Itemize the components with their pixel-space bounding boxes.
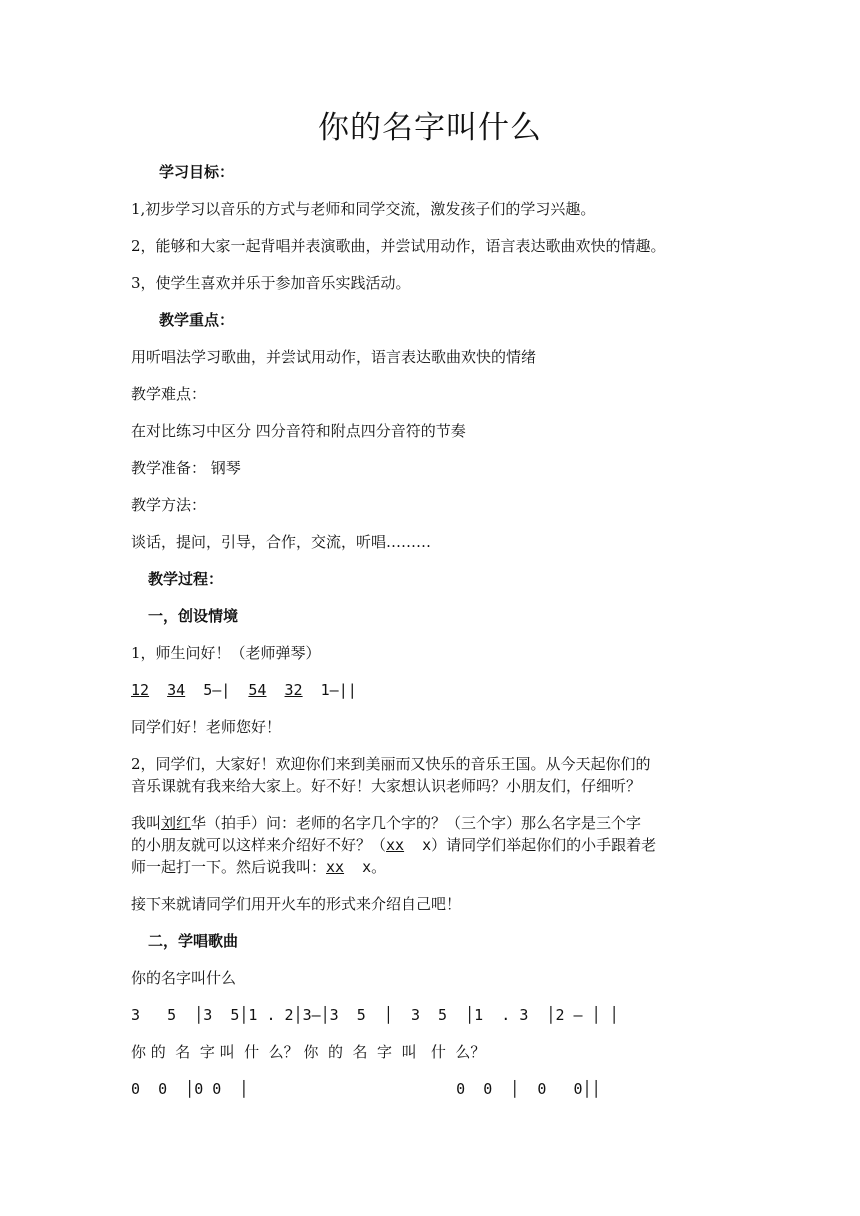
greeting-line: 1，师生问好！（老师弹琴）: [131, 644, 321, 662]
goal-3: 3，使学生喜欢并乐于参加音乐实践活动。: [131, 274, 411, 292]
difficulty-text: 在对比练习中区分 四分音符和附点四分音符的节奏: [131, 422, 466, 440]
prep-text: 教学准备： 钢琴: [131, 459, 241, 477]
key-text: 用听唱法学习歌曲，并尝试用动作，语言表达歌曲欢快的情绪: [131, 348, 537, 366]
song-title: 你的名字叫什么: [131, 969, 237, 987]
method-heading: 教学方法：: [131, 496, 207, 514]
section2-heading: 二，学唱歌曲: [148, 932, 239, 950]
goals-heading: 学习目标：: [159, 163, 235, 181]
difficulty-heading: 教学难点：: [131, 385, 207, 403]
name-para-line-1: 我叫刘红华（拍手）问：老师的名字几个字的？（三个字）那么名字是三个字: [131, 814, 642, 832]
process-heading: 教学过程：: [148, 570, 224, 588]
page-title: 你的名字叫什么: [318, 110, 542, 146]
note-group: 12: [131, 681, 150, 699]
name-para-line-3: 师一起打一下。然后说我叫：xx x。: [131, 858, 387, 876]
song-rests: 0 0 │0 0 │ 0 0 │ 0 0││: [131, 1080, 601, 1098]
intro-para-line-2: 音乐课就有我来给大家上。好不好！大家想认识老师吗？小朋友们，仔细听？: [131, 777, 642, 795]
goal-1: 1,初步学习以音乐的方式与老师和同学交流，激发孩子们的学习兴趣。: [131, 200, 596, 218]
goal-2: 2，能够和大家一起背唱并表演歌曲，并尝试用动作，语言表达歌曲欢快的情趣。: [131, 237, 666, 255]
rhythm-xx: xx: [326, 858, 345, 876]
note-group: 32: [284, 681, 303, 699]
song-notation: 3 5 │3 5│1 . 2│3—│3 5 │ 3 5 │1 . 3 │2 — │ │: [131, 1006, 619, 1024]
note-group: 5—|: [203, 681, 231, 699]
name-para-line-2: 的小朋友就可以这样来介绍好不好？（xx x）请同学们举起你们的小手跟着老: [131, 836, 657, 854]
note-group: 54: [248, 681, 267, 699]
key-heading: 教学重点：: [159, 311, 235, 329]
train-line: 接下来就请同学们用开火车的形式来介绍自己吧！: [131, 895, 462, 913]
song-lyrics: 你 的 名 字 叫 什 么？ 你 的 名 字 叫 什 么？: [131, 1043, 486, 1061]
method-text: 谈话，提问，引导，合作，交流，听唱………: [131, 533, 432, 551]
rhythm-xx: xx: [386, 836, 405, 854]
intro-para-line-1: 2，同学们，大家好！欢迎你们来到美丽而又快乐的音乐王国。从今天起你们的: [131, 755, 651, 773]
section1-heading: 一，创设情境: [148, 607, 239, 625]
note-group: 34: [167, 681, 186, 699]
teacher-name: 刘红: [161, 814, 192, 832]
note-group: 1—||: [320, 681, 357, 699]
greeting-notation: [131, 679, 357, 701]
response-line: 同学们好！老师您好！: [131, 718, 282, 736]
